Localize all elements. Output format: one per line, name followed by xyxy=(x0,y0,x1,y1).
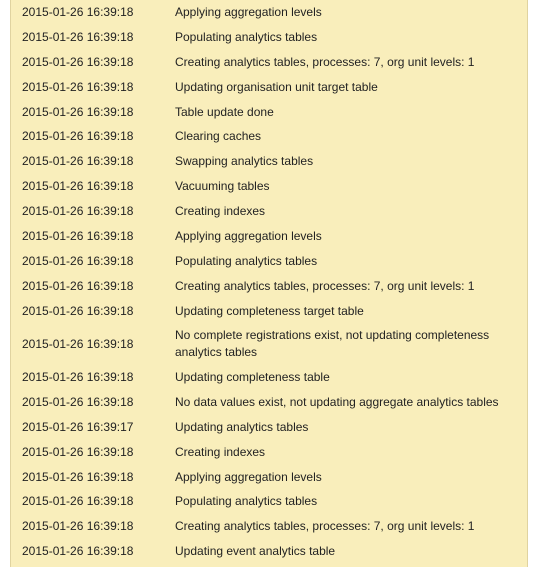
log-message: No complete registrations exist, not updating completeness analytics tables xyxy=(175,328,490,360)
log-row xyxy=(11,390,527,415)
log-message: Applying aggregation levels xyxy=(175,228,322,243)
log-timestamp: 2015-01-26 16:39:18 xyxy=(22,129,134,144)
log-message: Populating analytics tables xyxy=(175,29,318,44)
log-row xyxy=(11,174,527,199)
log-timestamp: 2015-01-26 16:39:18 xyxy=(22,494,134,509)
log-message: No data values exist, not updating aggregate analytics tables xyxy=(175,394,499,409)
log-message: Table update done xyxy=(175,104,274,119)
log-timestamp: 2015-01-26 16:39:18 xyxy=(22,278,134,293)
log-message: Updating analytics tables xyxy=(175,419,309,434)
log-timestamp: 2015-01-26 16:39:18 xyxy=(22,29,134,44)
log-message: Creating indexes xyxy=(175,204,266,219)
log-row xyxy=(11,149,527,174)
log-message: Applying aggregation levels xyxy=(175,469,322,484)
log-row xyxy=(11,415,527,440)
log-timestamp: 2015-01-26 16:39:18 xyxy=(22,154,134,169)
log-message: Creating indexes xyxy=(175,444,266,459)
log-message: Populating analytics tables xyxy=(175,494,318,509)
log-row xyxy=(11,224,527,249)
log-row xyxy=(11,514,527,539)
log-message: Updating event analytics table xyxy=(175,544,336,559)
log-timestamp: 2015-01-26 16:39:18 xyxy=(22,79,134,94)
log-row xyxy=(11,75,527,100)
log-timestamp: 2015-01-26 16:39:18 xyxy=(22,253,134,268)
log-row xyxy=(11,124,527,149)
log-timestamp: 2015-01-26 16:39:18 xyxy=(22,444,134,459)
log-message: Applying aggregation levels xyxy=(175,4,322,19)
log-timestamp: 2015-01-26 16:39:17 xyxy=(22,419,134,434)
log-message: Vacuuming tables xyxy=(175,179,270,194)
log-timestamp: 2015-01-26 16:39:18 xyxy=(22,179,134,194)
log-timestamp: 2015-01-26 16:39:18 xyxy=(22,469,134,484)
log-timestamp: 2015-01-26 16:39:18 xyxy=(22,370,134,385)
log-message: Updating organisation unit target table xyxy=(175,79,378,94)
log-row xyxy=(11,539,527,564)
log-message: Updating completeness target table xyxy=(175,303,364,318)
log-timestamp: 2015-01-26 16:39:18 xyxy=(22,54,134,69)
log-row xyxy=(11,274,527,299)
log-row xyxy=(11,100,527,125)
log-message: Updating completeness table xyxy=(175,370,330,385)
log-timestamp: 2015-01-26 16:39:18 xyxy=(22,394,134,409)
log-message: Creating analytics tables, processes: 7, org unit levels: 1 xyxy=(175,519,475,534)
log-timestamp: 2015-01-26 16:39:18 xyxy=(22,303,134,318)
log-row xyxy=(11,249,527,274)
log-row xyxy=(11,25,527,50)
log-row xyxy=(11,50,527,75)
log-row xyxy=(11,365,527,390)
log-timestamp: 2015-01-26 16:39:18 xyxy=(22,104,134,119)
log-row xyxy=(11,299,527,324)
analytics-log-panel xyxy=(10,0,528,567)
log-message: Clearing caches xyxy=(175,129,262,144)
log-timestamp: 2015-01-26 16:39:18 xyxy=(22,544,134,559)
log-row xyxy=(11,199,527,224)
log-row xyxy=(11,324,527,366)
log-message: Populating analytics tables xyxy=(175,253,318,268)
analytics-log-table xyxy=(11,0,527,564)
log-timestamp: 2015-01-26 16:39:18 xyxy=(22,336,134,351)
log-timestamp: 2015-01-26 16:39:18 xyxy=(22,204,134,219)
log-row xyxy=(11,465,527,490)
log-row xyxy=(11,440,527,465)
log-timestamp: 2015-01-26 16:39:18 xyxy=(22,519,134,534)
log-row xyxy=(11,0,527,25)
log-message: Creating analytics tables, processes: 7, org unit levels: 1 xyxy=(175,278,475,293)
log-timestamp: 2015-01-26 16:39:18 xyxy=(22,4,134,19)
log-row xyxy=(11,490,527,515)
log-timestamp: 2015-01-26 16:39:18 xyxy=(22,228,134,243)
log-message: Swapping analytics tables xyxy=(175,154,314,169)
log-message: Creating analytics tables, processes: 7, org unit levels: 1 xyxy=(175,54,475,69)
